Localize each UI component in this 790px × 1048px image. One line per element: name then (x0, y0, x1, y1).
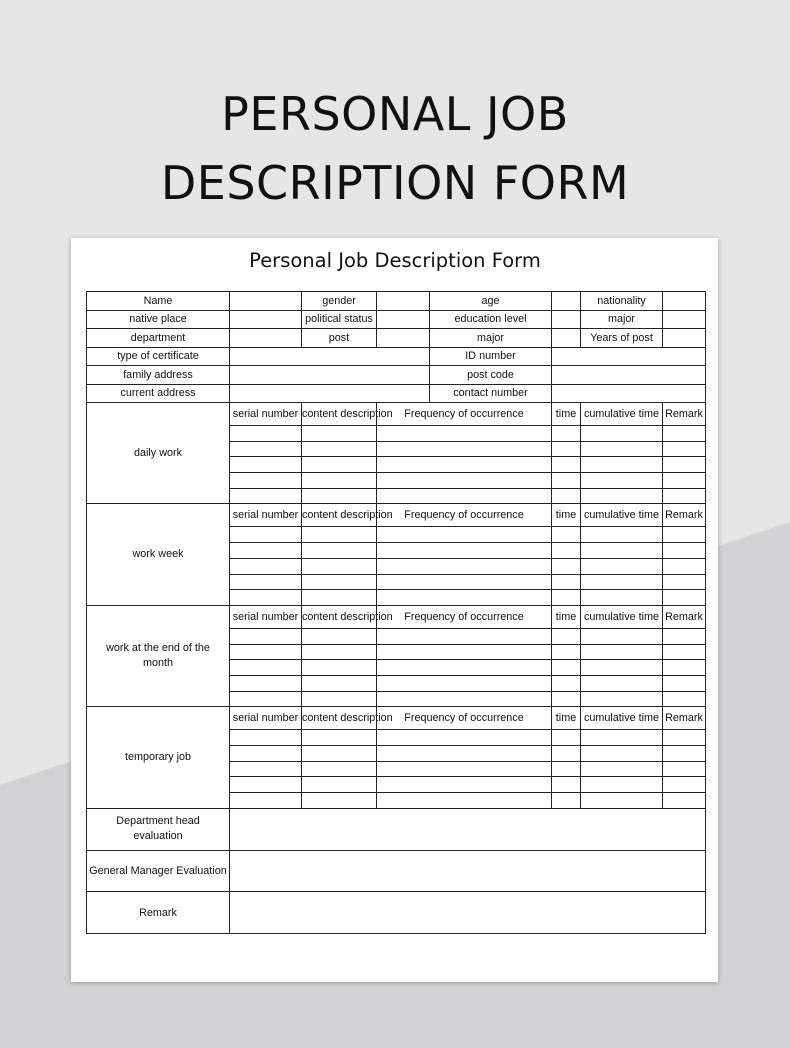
cell[interactable] (230, 574, 302, 590)
cell[interactable] (377, 691, 552, 707)
col-frequency: Frequency of occurrence (377, 403, 552, 426)
col-content-description: content description (302, 504, 377, 527)
col-serial-number: serial number (230, 707, 302, 730)
major-field-2[interactable] (552, 329, 581, 348)
cell[interactable] (552, 590, 581, 606)
col-remark: Remark (663, 605, 706, 628)
cell[interactable] (377, 660, 552, 676)
cell[interactable] (230, 441, 302, 457)
cell[interactable] (663, 426, 706, 442)
col-time: time (552, 504, 581, 527)
col-remark: Remark (663, 707, 706, 730)
cell[interactable] (302, 574, 377, 590)
cell[interactable] (302, 777, 377, 793)
major-label-2: major (430, 329, 552, 348)
section-label-work-week: work week (87, 504, 230, 605)
info-row-5 (87, 366, 706, 385)
age-field[interactable] (552, 292, 581, 311)
cell[interactable] (663, 746, 706, 762)
department-field[interactable] (230, 329, 302, 348)
cell[interactable] (663, 558, 706, 574)
cell[interactable] (377, 426, 552, 442)
cell[interactable] (230, 730, 302, 746)
cell[interactable] (581, 527, 663, 543)
nationality-label: nationality (581, 292, 663, 311)
cell[interactable] (377, 543, 552, 559)
col-cumulative-time: cumulative time (581, 707, 663, 730)
cell[interactable] (302, 628, 377, 644)
page-headline (0, 80, 790, 218)
headline-line-1: PERSONAL JOB (221, 87, 569, 141)
col-content-description: content description (302, 403, 377, 426)
certificate-field[interactable] (230, 347, 430, 366)
cell[interactable] (663, 644, 706, 660)
cell[interactable] (230, 660, 302, 676)
headline-line-2: DESCRIPTION FORM (160, 156, 630, 210)
cell[interactable] (552, 628, 581, 644)
cell[interactable] (663, 675, 706, 691)
cell[interactable] (581, 793, 663, 809)
cell[interactable] (302, 590, 377, 606)
cell[interactable] (552, 660, 581, 676)
cell[interactable] (377, 527, 552, 543)
major-field[interactable] (663, 310, 706, 329)
cell[interactable] (663, 761, 706, 777)
cell[interactable] (552, 527, 581, 543)
cell[interactable] (552, 543, 581, 559)
cell[interactable] (302, 761, 377, 777)
cell[interactable] (302, 441, 377, 457)
col-content-description: content description (302, 707, 377, 730)
current-address-label: current address (87, 384, 230, 403)
major-label: major (581, 310, 663, 329)
cell[interactable] (581, 558, 663, 574)
cell[interactable] (230, 691, 302, 707)
general-manager-label: General Manager Evaluation (87, 850, 230, 892)
cell[interactable] (581, 730, 663, 746)
gender-label: gender (302, 292, 377, 311)
cell[interactable] (302, 730, 377, 746)
section-label-temporary-job: temporary job (87, 707, 230, 808)
cell[interactable] (552, 691, 581, 707)
cell[interactable] (302, 675, 377, 691)
post-label: post (302, 329, 377, 348)
cell[interactable] (377, 777, 552, 793)
post-field[interactable] (377, 329, 430, 348)
education-level-field[interactable] (552, 310, 581, 329)
cell[interactable] (230, 644, 302, 660)
cell[interactable] (377, 628, 552, 644)
cell[interactable] (552, 426, 581, 442)
cell[interactable] (581, 574, 663, 590)
cell[interactable] (377, 488, 552, 504)
info-row-4 (87, 347, 706, 366)
section-label-daily-work: daily work (87, 403, 230, 504)
cell[interactable] (552, 746, 581, 762)
col-time: time (552, 605, 581, 628)
contact-number-label: contact number (430, 384, 552, 403)
cell[interactable] (377, 675, 552, 691)
cell[interactable] (377, 473, 552, 489)
cell[interactable] (663, 488, 706, 504)
cell[interactable] (230, 746, 302, 762)
certificate-label: type of certificate (87, 347, 230, 366)
col-frequency: Frequency of occurrence (377, 707, 552, 730)
post-code-label: post code (430, 366, 552, 385)
cell[interactable] (552, 441, 581, 457)
id-number-label: ID number (430, 347, 552, 366)
cell[interactable] (663, 574, 706, 590)
cell[interactable] (663, 527, 706, 543)
cell[interactable] (552, 457, 581, 473)
cell[interactable] (663, 730, 706, 746)
cell[interactable] (581, 660, 663, 676)
native-place-field[interactable] (230, 310, 302, 329)
cell[interactable] (230, 457, 302, 473)
cell[interactable] (302, 473, 377, 489)
cell[interactable] (581, 675, 663, 691)
cell[interactable] (377, 730, 552, 746)
years-of-post-label: Years of post (581, 329, 663, 348)
cell[interactable] (663, 777, 706, 793)
department-head-label: Department head evaluation (87, 808, 230, 850)
col-cumulative-time: cumulative time (581, 504, 663, 527)
cell[interactable] (302, 660, 377, 676)
col-frequency: Frequency of occurrence (377, 504, 552, 527)
cell[interactable] (302, 793, 377, 809)
department-head-field[interactable] (230, 808, 706, 850)
id-number-field[interactable] (552, 347, 706, 366)
cell[interactable] (230, 675, 302, 691)
cell[interactable] (377, 761, 552, 777)
cell[interactable] (230, 473, 302, 489)
cell[interactable] (663, 628, 706, 644)
cell[interactable] (230, 426, 302, 442)
cell[interactable] (377, 793, 552, 809)
cell[interactable] (552, 675, 581, 691)
nationality-field[interactable] (663, 292, 706, 311)
cell[interactable] (581, 628, 663, 644)
cell[interactable] (302, 746, 377, 762)
cell[interactable] (581, 746, 663, 762)
cell[interactable] (302, 644, 377, 660)
info-row-6 (87, 384, 706, 403)
job-description-table (86, 291, 706, 934)
cell[interactable] (581, 761, 663, 777)
cell[interactable] (552, 644, 581, 660)
native-place-label: native place (87, 310, 230, 329)
col-cumulative-time: cumulative time (581, 403, 663, 426)
cell[interactable] (552, 558, 581, 574)
cell[interactable] (663, 660, 706, 676)
education-level-label: education level (430, 310, 552, 329)
cell[interactable] (581, 441, 663, 457)
contact-number-field[interactable] (552, 384, 706, 403)
cell[interactable] (663, 793, 706, 809)
department-label: department (87, 329, 230, 348)
cell[interactable] (302, 543, 377, 559)
cell[interactable] (377, 441, 552, 457)
cell[interactable] (581, 488, 663, 504)
cell[interactable] (230, 527, 302, 543)
cell[interactable] (302, 488, 377, 504)
section-header-row (87, 707, 706, 730)
cell[interactable] (302, 457, 377, 473)
family-address-label: family address (87, 366, 230, 385)
general-manager-row (87, 850, 706, 892)
cell[interactable] (581, 543, 663, 559)
cell[interactable] (663, 473, 706, 489)
col-time: time (552, 707, 581, 730)
col-time: time (552, 403, 581, 426)
info-row-2 (87, 310, 706, 329)
cell[interactable] (581, 457, 663, 473)
col-serial-number: serial number (230, 605, 302, 628)
age-label: age (430, 292, 552, 311)
cell[interactable] (581, 691, 663, 707)
cell[interactable] (663, 457, 706, 473)
section-header-row (87, 403, 706, 426)
remark-label: Remark (87, 892, 230, 934)
cell[interactable] (230, 793, 302, 809)
name-label: Name (87, 292, 230, 311)
col-serial-number: serial number (230, 403, 302, 426)
col-remark: Remark (663, 504, 706, 527)
cell[interactable] (230, 628, 302, 644)
remark-field[interactable] (230, 892, 706, 934)
cell[interactable] (377, 457, 552, 473)
current-address-field[interactable] (230, 384, 430, 403)
post-code-field[interactable] (552, 366, 706, 385)
info-row-3 (87, 329, 706, 348)
cell[interactable] (581, 590, 663, 606)
general-manager-field[interactable] (230, 850, 706, 892)
col-serial-number: serial number (230, 504, 302, 527)
cell[interactable] (230, 543, 302, 559)
cell[interactable] (663, 441, 706, 457)
cell[interactable] (552, 574, 581, 590)
cell[interactable] (302, 527, 377, 543)
cell[interactable] (302, 691, 377, 707)
family-address-field[interactable] (230, 366, 430, 385)
years-of-post-field[interactable] (663, 329, 706, 348)
cell[interactable] (230, 777, 302, 793)
cell[interactable] (552, 473, 581, 489)
political-status-field[interactable] (377, 310, 430, 329)
col-cumulative-time: cumulative time (581, 605, 663, 628)
gender-field[interactable] (377, 292, 430, 311)
cell[interactable] (552, 488, 581, 504)
cell[interactable] (552, 761, 581, 777)
cell[interactable] (581, 644, 663, 660)
cell[interactable] (230, 488, 302, 504)
cell[interactable] (377, 574, 552, 590)
cell[interactable] (230, 590, 302, 606)
cell[interactable] (581, 473, 663, 489)
remark-row (87, 892, 706, 934)
section-label-end-of-month: work at the end of the month (87, 605, 230, 706)
col-content-description: content description (302, 605, 377, 628)
cell[interactable] (552, 777, 581, 793)
cell[interactable] (377, 746, 552, 762)
cell[interactable] (302, 558, 377, 574)
cell[interactable] (302, 426, 377, 442)
cell[interactable] (552, 793, 581, 809)
department-head-row (87, 808, 706, 850)
cell[interactable] (552, 730, 581, 746)
name-field[interactable] (230, 292, 302, 311)
cell[interactable] (377, 644, 552, 660)
cell[interactable] (581, 777, 663, 793)
cell[interactable] (663, 691, 706, 707)
cell[interactable] (230, 761, 302, 777)
info-row-1 (87, 292, 706, 311)
section-header-row (87, 504, 706, 527)
form-title: Personal Job Description Form (249, 249, 541, 272)
col-frequency: Frequency of occurrence (377, 605, 552, 628)
section-header-row (87, 605, 706, 628)
cell[interactable] (377, 558, 552, 574)
cell[interactable] (377, 590, 552, 606)
col-remark: Remark (663, 403, 706, 426)
cell[interactable] (663, 543, 706, 559)
cell[interactable] (663, 590, 706, 606)
political-status-label: political status (302, 310, 377, 329)
cell[interactable] (581, 426, 663, 442)
cell[interactable] (230, 558, 302, 574)
